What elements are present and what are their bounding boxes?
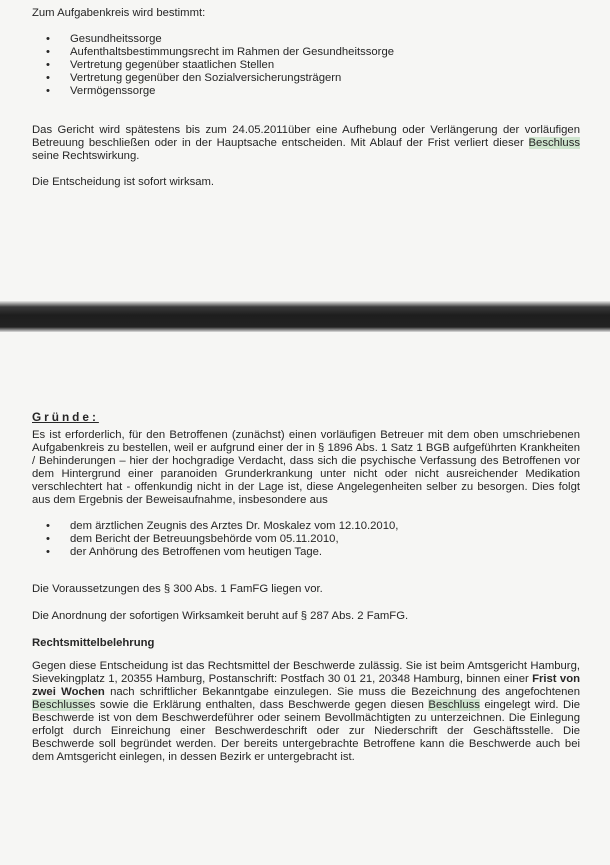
remedy-text: nach schriftlicher Bekanntgabe einzulegen. Sie muss die Bezeichnung des angefochtenen [104,686,580,698]
evidence-item: • dem ärztlichen Zeugnis des Arztes Dr. Moskalez vom 12.10.2010, [32,520,580,533]
reasons-paragraph: Es ist erforderlich, für den Betroffenen (zunächst) einen vorläufigen Betreuer mit dem oben umschriebenen Aufgabenkreis zu bestellen, weil er aufgrund einer der in § 1896 Abs. 1 Satz 1 BGB aufgeführten Krankheiten / Behinderungen – hier der hochgradige Verdacht, dass sich die psychische Verfassung des Betroffenen vor dem Hintergrund einer paranoiden Grunderkrankung unter nicht oder nicht ausreichender Medikation verschlechtert hat - offenkundig nicht in der Lage ist, diese Angelegenheiten selber zu besorgen. Dies folgt aus dem Ergebnis der Beweisaufnahme, insbesondere aus [32,429,580,506]
reasons-heading: Gründe: [32,410,99,424]
highlight-beschluss: Beschluss [428,699,480,711]
evidence-item: • dem Bericht der Betreuungsbehörde vom 05.11.2010, [32,533,580,546]
remedy-paragraph [32,660,580,764]
page-top-content [32,7,580,189]
page-divider [0,301,610,332]
document-page-bottom [0,332,610,865]
remedy-text: eingelegt wird. Die Beschwerde ist von dem Beschwerdeführer oder seinem Bevollmächtigten zu unterzeichnen. Die Einlegung erfolgt durch Einreichung einer Beschwerdeschrift oder zur Niederschrift der Geschäftsstelle. Die Beschwerde soll begründet werden. Der bereits untergebrachte Betroffene kann die Beschwerde auch bei dem Amtsgericht einlegen, in dessen Bezirk er untergebracht ist. [32,699,580,763]
evidence-list [32,520,580,559]
deadline-text-end: seine Rechtswirkung. [32,150,140,162]
task-item: • Aufenthaltsbestimmungsrecht im Rahmen der Gesundheitssorge [32,46,580,59]
remedy-text: s sowie die Erklärung enthalten, dass Beschwerde gegen diesen [89,699,429,711]
task-item: • Gesundheitssorge [32,33,580,46]
effective-statement: Die Entscheidung ist sofort wirksam. [32,176,215,188]
page-bottom-content [32,411,580,764]
remedy-heading: Rechtsmittelbelehrung [32,637,155,649]
evidence-item: • der Anhörung des Betroffenen vom heutigen Tage. [32,546,580,559]
task-item: • Vermögenssorge [32,85,580,98]
highlight-beschlusse: Beschlusse [32,699,90,711]
task-item: • Vertretung gegenüber staatlichen Stellen [32,59,580,72]
highlight-beschluss: Beschluss [528,137,580,149]
task-intro: Zum Aufgabenkreis wird bestimmt: [32,7,206,19]
remedy-deadline: Frist von zwei Wochen [32,673,581,698]
remedy-text: Gegen diese Entscheidung ist das Rechtsmittel der Beschwerde zulässig. Sie ist beim Amtsgericht Hamburg, Sievekingplatz 1, 20355 Hamburg, Postanschrift: Postfach 30 01 21, 20348 Hamburg, binnen einer [32,660,580,685]
order-paragraph: Die Anordnung der sofortigen Wirksamkeit beruht auf § 287 Abs. 2 FamFG. [32,610,409,622]
requirements-paragraph: Die Voraussetzungen des § 300 Abs. 1 FamFG liegen vor. [32,583,323,595]
task-item: • Vertretung gegenüber den Sozialversicherungsträgern [32,72,580,85]
document-page-top [0,0,610,301]
deadline-text: Das Gericht wird spätestens bis zum 24.05.2011über eine Aufhebung oder Verlängerung der vorläufigen Betreuung beschließen oder in der Hauptsache entscheiden. Mit Ablauf der Frist verliert dieser [32,124,580,149]
task-list [32,33,580,98]
deadline-paragraph [32,124,580,163]
